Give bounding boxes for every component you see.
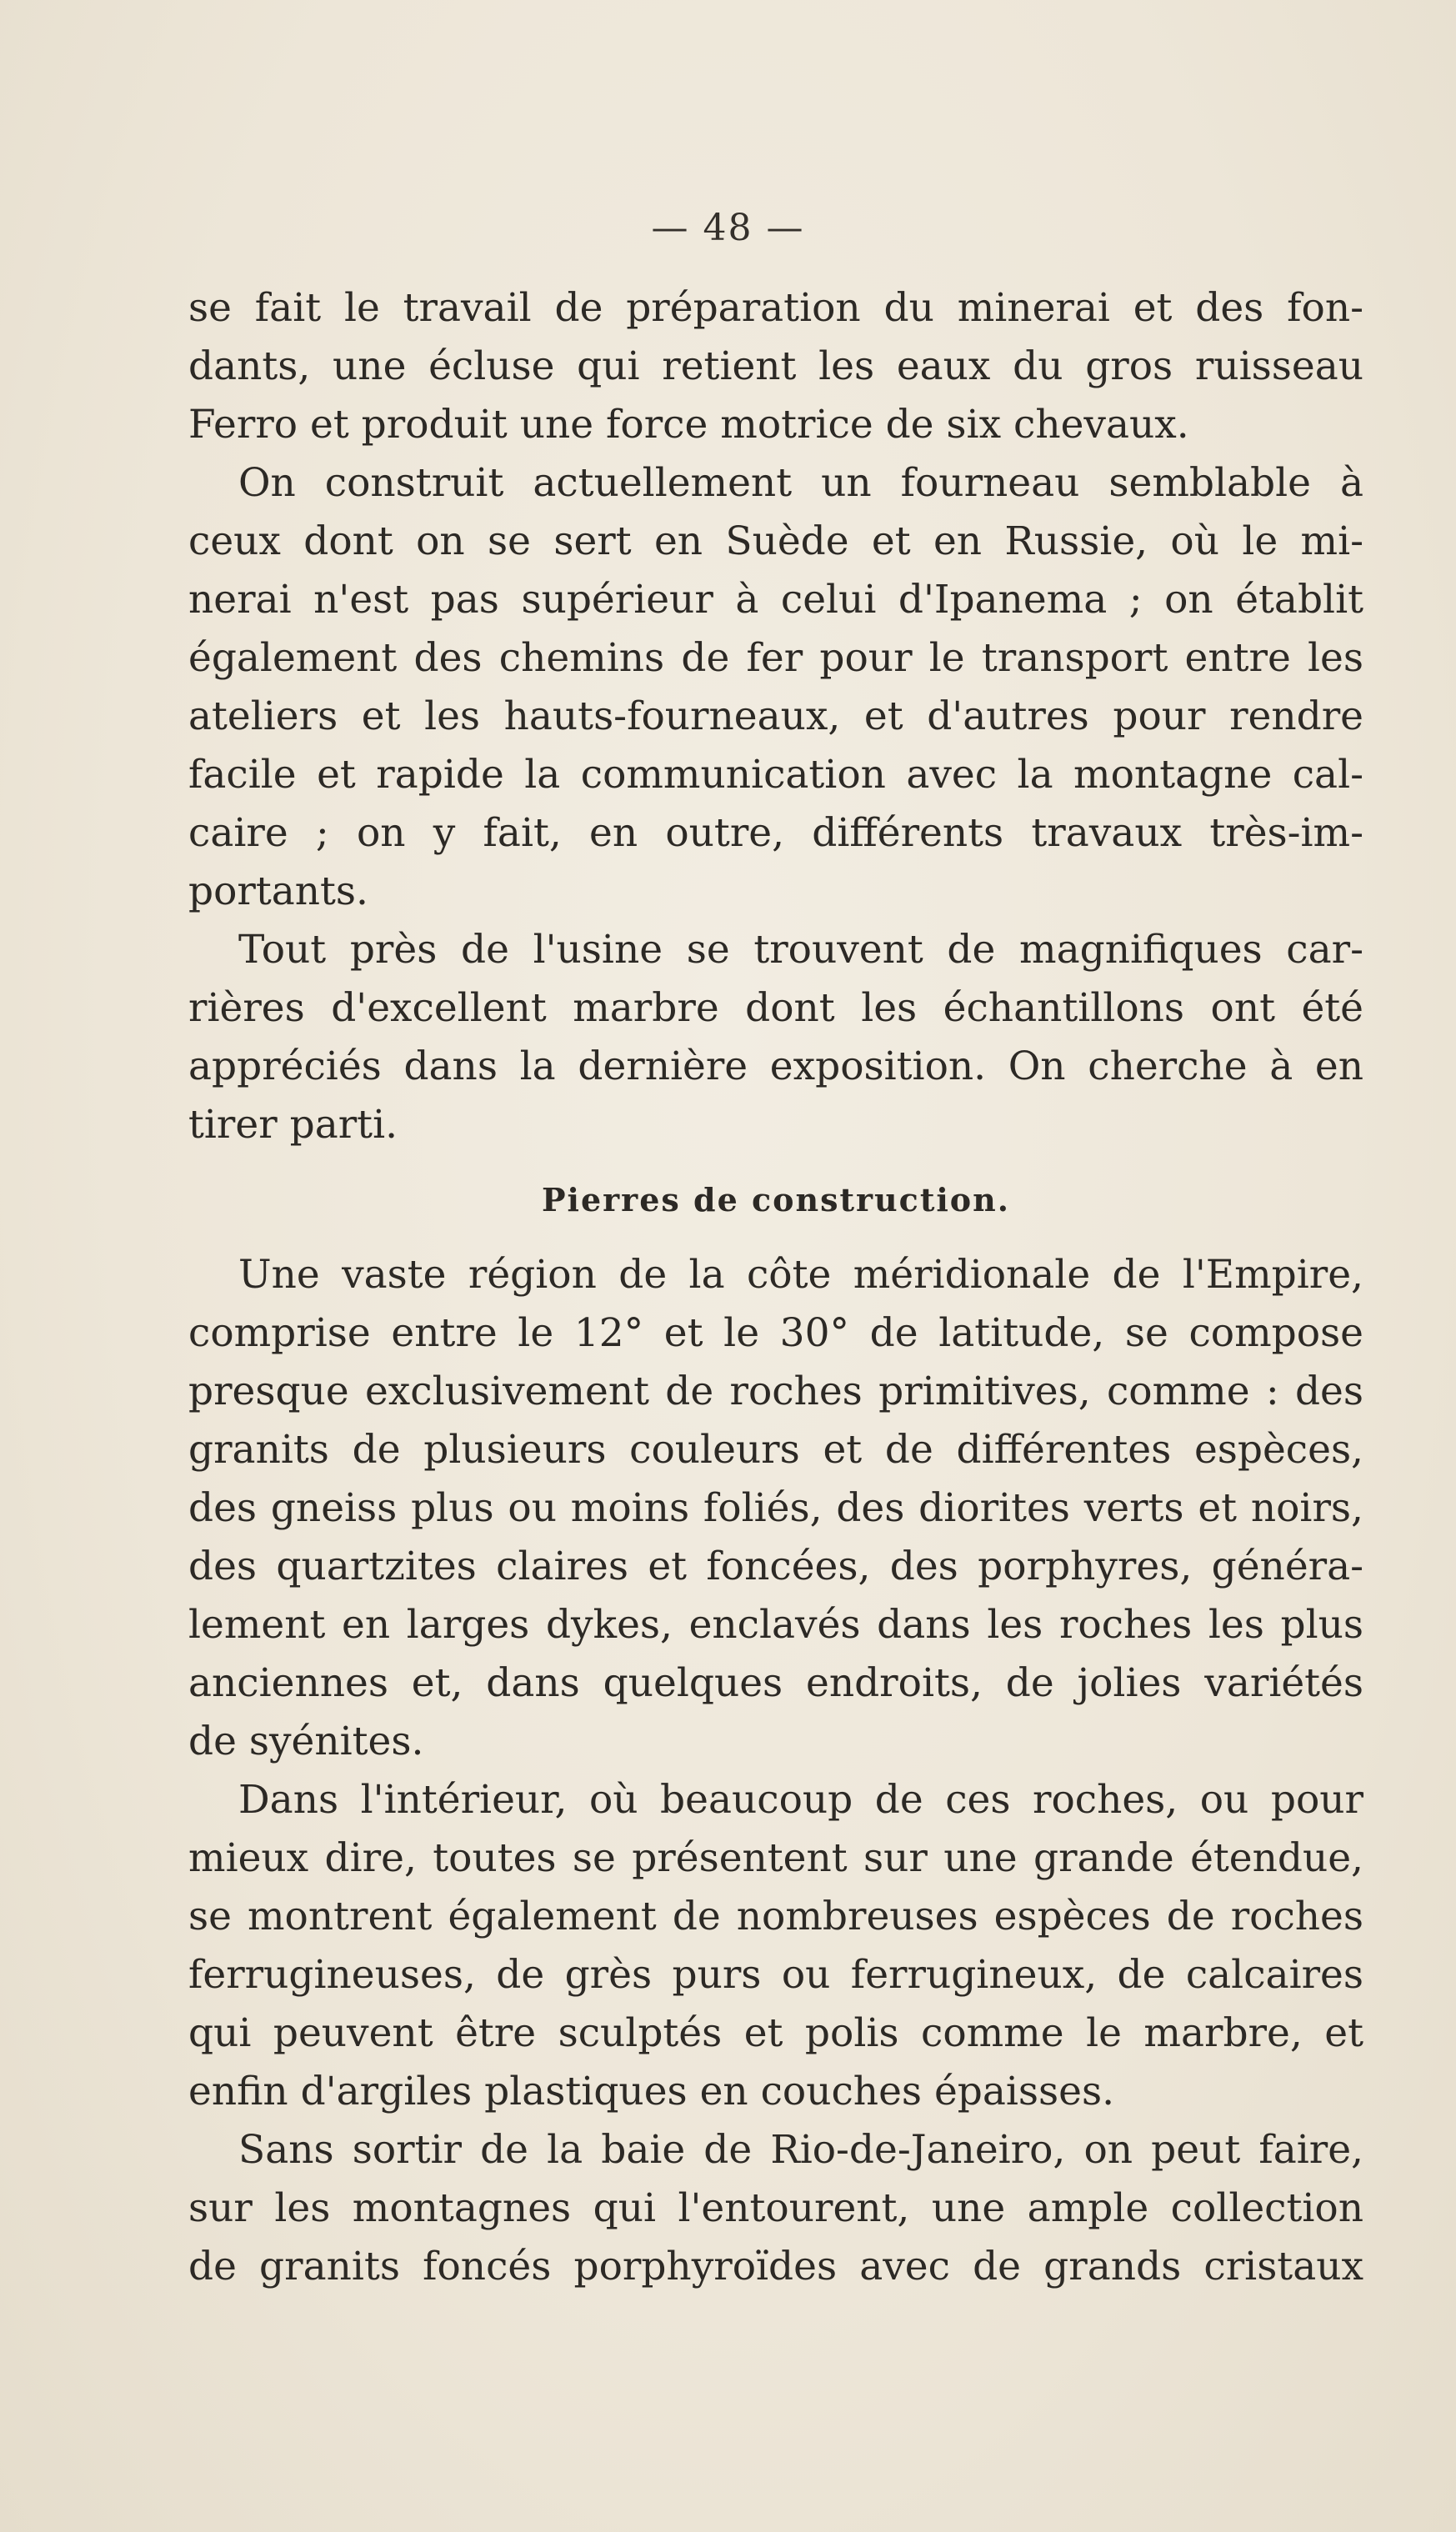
text-line: se fait le travail de préparation du minerai et des fon- bbox=[188, 285, 1363, 331]
text-line: caire ; on y fait, en outre, différents travaux très-im- bbox=[188, 810, 1363, 856]
paragraph-continuation bbox=[188, 279, 1363, 454]
section-heading: Pierres de construction. bbox=[541, 1181, 1011, 1218]
text-line: portants. bbox=[188, 868, 368, 914]
text-line: des gneiss plus ou moins foliés, des diorites verts et noirs, bbox=[188, 1485, 1363, 1531]
page-number: — 48 — bbox=[651, 207, 805, 249]
text-line: Une vaste région de la côte méridionale de l'Empire, bbox=[238, 1252, 1363, 1298]
text-line: Sans sortir de la baie de Rio-de-Janeiro, on peut faire, bbox=[238, 2127, 1363, 2173]
text-line: Ferro et produit une force motrice de six chevaux. bbox=[188, 402, 1189, 448]
text-block bbox=[188, 279, 1363, 2296]
text-line: enfin d'argiles plastiques en couches épaisses. bbox=[188, 2069, 1115, 2114]
paragraph-interieur bbox=[188, 1771, 1363, 2121]
text-line: On construit actuellement un fourneau semblable à bbox=[238, 460, 1363, 506]
text-line: appréciés dans la dernière exposition. On cherche à en bbox=[188, 1043, 1363, 1089]
text-line: Dans l'intérieur, où beaucoup de ces roches, ou pour bbox=[238, 1777, 1363, 1823]
paragraph-baie bbox=[188, 2121, 1363, 2296]
text-line: facile et rapide la communication avec la montagne cal- bbox=[188, 752, 1363, 798]
text-line: presque exclusivement de roches primitives, comme : des bbox=[188, 1369, 1363, 1414]
text-line: mieux dire, toutes se présentent sur une grande étendue, bbox=[188, 1835, 1363, 1881]
text-line: ferrugineuses, de grès purs ou ferrugineux, de calcaires bbox=[188, 1952, 1363, 1998]
text-line: de granits foncés porphyroïdes avec de grands cristaux bbox=[188, 2244, 1363, 2289]
text-line: anciennes et, dans quelques endroits, de jolies variétés bbox=[188, 1660, 1363, 1706]
text-line: ceux dont on se sert en Suède et en Russie, où le mi- bbox=[188, 518, 1363, 564]
paragraph-region bbox=[188, 1246, 1363, 1771]
text-line: ateliers et les hauts-fourneaux, et d'autres pour rendre bbox=[188, 693, 1363, 739]
text-line: nerai n'est pas supérieur à celui d'Ipanema ; on établit bbox=[188, 577, 1363, 623]
text-line: sur les montagnes qui l'entourent, une ample collection bbox=[188, 2185, 1363, 2231]
text-line: lement en larges dykes, enclavés dans les roches les plus bbox=[188, 1602, 1363, 1648]
text-line: comprise entre le 12° et le 30° de latitude, se compose bbox=[188, 1310, 1363, 1356]
text-line: se montrent également de nombreuses espèces de roches bbox=[188, 1894, 1363, 1939]
text-line: tirer parti. bbox=[188, 1102, 398, 1148]
text-line: qui peuvent être sculptés et polis comme le marbre, et bbox=[188, 2010, 1363, 2056]
text-line: dants, une écluse qui retient les eaux du gros ruisseau bbox=[188, 343, 1363, 389]
text-line: granits de plusieurs couleurs et de différentes espèces, bbox=[188, 1427, 1363, 1473]
paragraph-fourneau bbox=[188, 454, 1363, 921]
text-line: également des chemins de fer pour le transport entre les bbox=[188, 635, 1363, 681]
text-line: des quartzites claires et foncées, des porphyres, généra- bbox=[188, 1544, 1363, 1589]
text-line: Tout près de l'usine se trouvent de magnifiques car- bbox=[238, 927, 1363, 973]
paragraph-carrieres bbox=[188, 921, 1363, 1154]
text-line: rières d'excellent marbre dont les échantillons ont été bbox=[188, 985, 1363, 1031]
text-line: de syénites. bbox=[188, 1719, 424, 1764]
